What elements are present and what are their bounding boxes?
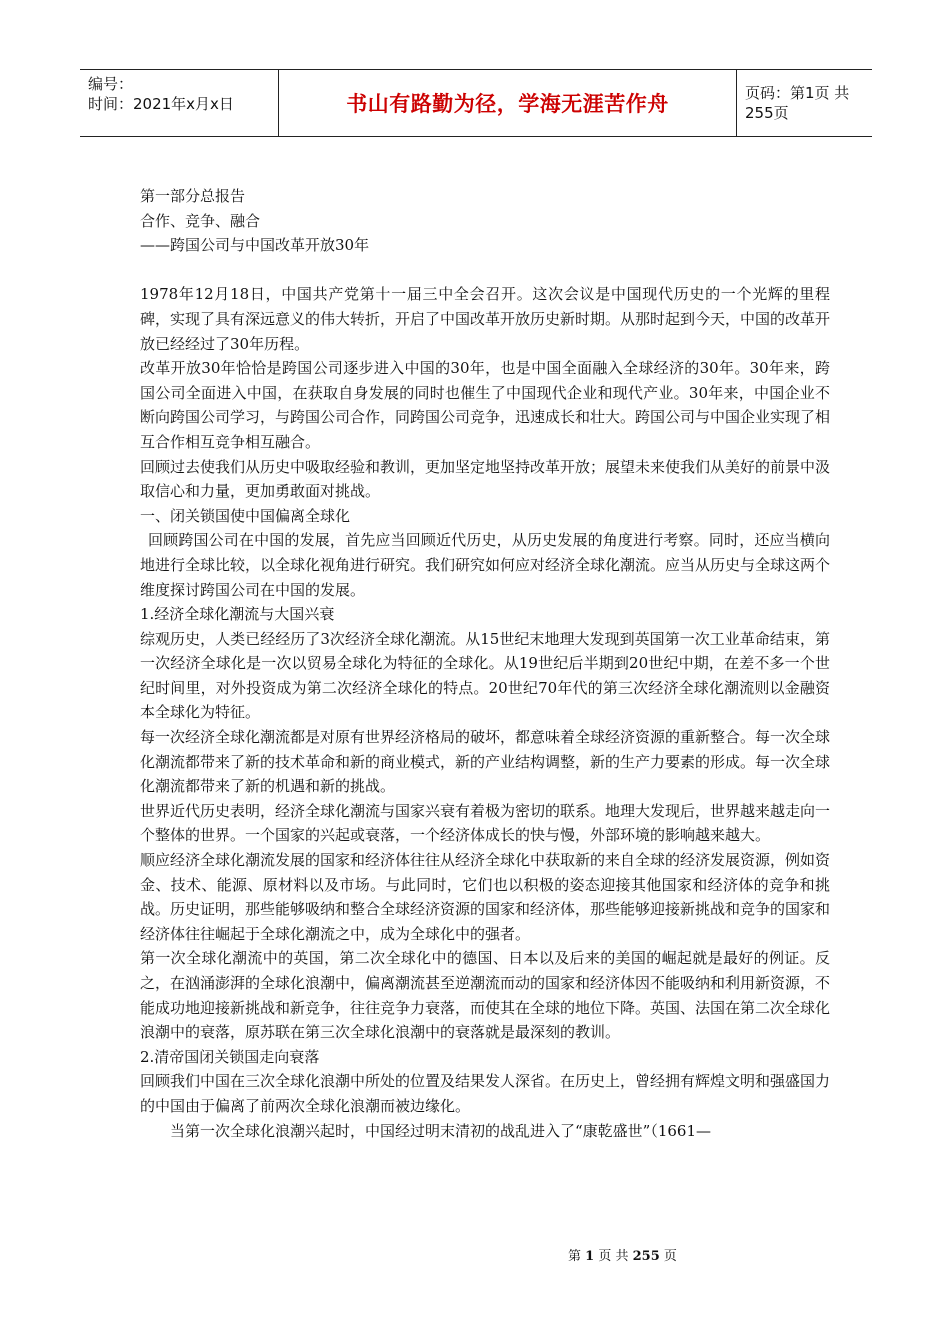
paragraph: 回顾跨国公司在中国的发展，首先应当回顾近代历史，从历史发展的角度进行考察。同时，还应当横向地进行全球比较，以全球化视角进行研究。我们研究如何应对经济全球化潮流。应当从历史与全球这两个维度探讨跨国公司在中国的发展。 (140, 531, 831, 599)
header-page-info: 页码：第1页 共255页 (745, 84, 850, 122)
paragraph: 世界近代历史表明，经济全球化潮流与国家兴衰有着极为密切的联系。地理大发现后，世界越来越走向一个整体的世界。一个国家的兴起或衰落，一个经济体成长的快与慢，外部环境的影响越来越大。 (140, 801, 831, 845)
footer-suffix: 页 (663, 1249, 677, 1264)
paragraph: 回顾过去使我们从历史中吸取经验和教训，更加坚定地坚持改革开放；展望未来使我们从美好的前景中汲取信心和力量，更加勇敢面对挑战。 (140, 457, 831, 501)
footer-prefix: 第 (568, 1249, 582, 1264)
header-page-cell (737, 70, 872, 136)
paragraph: 当第一次全球化浪潮兴起时，中国经过明末清初的战乱进入了“康乾盛世”（1661— (170, 1121, 712, 1140)
paragraph: 综观历史，人类已经经历了3次经济全球化潮流。从15世纪末地理大发现到英国第一次工业革命结束，第一次经济全球化是一次以贸易全球化为特征的全球化。从19世纪后半期到20世纪中期，在差不多一个世纪时间里，对外投资成为第二次经济全球化的特点。20世纪70年代的第三次经济全球化潮流则以金融资本全球化为特征。 (140, 629, 830, 722)
paragraph: 改革开放30年恰恰是跨国公司逐步进入中国的30年，也是中国全面融入全球经济的30年。30年来，跨国公司全面进入中国，在获取自身发展的同时也催生了中国现代企业和现代产业。30年来，中国企业不断向跨国公司学习，与跨国公司合作，同跨国公司竞争，迅速成长和壮大。跨国公司与中国企业实现了相互合作相互竞争相互融合。 (140, 359, 831, 451)
section-title: 第一部分总报告 (140, 187, 246, 205)
page-footer (568, 1245, 677, 1264)
subsection-heading: 2.清帝国闭关锁国走向衰落 (140, 1047, 320, 1066)
footer-middle: 页 共 (598, 1249, 629, 1264)
footer-page-number: 1 (585, 1249, 595, 1264)
subsection-heading: 1.经济全球化潮流与大国兴衰 (140, 605, 335, 624)
paragraph: 每一次经济全球化潮流都是对原有世界经济格局的破坏，都意味着全球经济资源的重新整合。每一次全球化潮流都带来了新的技术革命和新的商业模式，新的产业结构调整，新的生产力要素的形成。每一次全球化潮流都带来了新的机遇和新的挑战。 (140, 728, 831, 796)
header-motto-cell (279, 70, 737, 136)
document-time-label: 时间：2021年x月x日 (88, 95, 234, 113)
page-header (80, 69, 872, 137)
blank-line (140, 258, 830, 283)
paragraph: 顺应经济全球化潮流发展的国家和经济体往往从经济全球化中获取新的来自全球的经济发展资源，例如资金、技术、能源、原材料以及市场。与此同时，它们也以积极的姿态迎接其他国家和经济体的竞争和挑战。历史证明，那些能够吸纳和整合全球经济资源的国家和经济体，那些能够迎接新挑战和竞争的国家和经济体往往崛起于全球化潮流之中，成为全球化中的强者。 (140, 851, 831, 943)
section-heading: 一、闭关锁国使中国偏离全球化 (140, 506, 351, 525)
document-body (140, 184, 830, 1143)
paragraph: 1978年12月18日，中国共产党第十一届三中全会召开。这次会议是中国现代历史的一个光辉的里程碑，实现了具有深远意义的伟大转折，开启了中国改革开放历史新时期。从那时起到今天，中国的改革开放已经经过了30年历程。 (140, 285, 831, 353)
report-title: 合作、竞争、融合 (140, 211, 261, 230)
footer-total-pages: 255 (632, 1249, 660, 1264)
header-left-cell (80, 70, 279, 136)
paragraph: 回顾我们中国在三次全球化浪潮中所处的位置及结果发人深省。在历史上，曾经拥有辉煌文明和强盛国力的中国由于偏离了前两次全球化浪潮而被边缘化。 (140, 1072, 831, 1115)
paragraph: 第一次全球化潮流中的英国，第二次全球化中的德国、日本以及后来的美国的崛起就是最好的例证。反之，在汹涌澎湃的全球化浪潮中，偏离潮流甚至逆潮流而动的国家和经济体因不能吸纳和利用新资源，不能成功地迎接新挑战和新竞争，往往竞争力衰落，而使其在全球的地位下降。英国、法国在第二次全球化浪潮中的衰落，原苏联在第三次全球化浪潮中的衰落就是最深刻的教训。 (140, 949, 831, 1042)
document-number-label: 编号： (88, 75, 134, 93)
report-subtitle: ——跨国公司与中国改革开放30年 (140, 236, 370, 255)
header-motto: 书山有路勤为径，学海无涯苦作舟 (346, 92, 669, 116)
